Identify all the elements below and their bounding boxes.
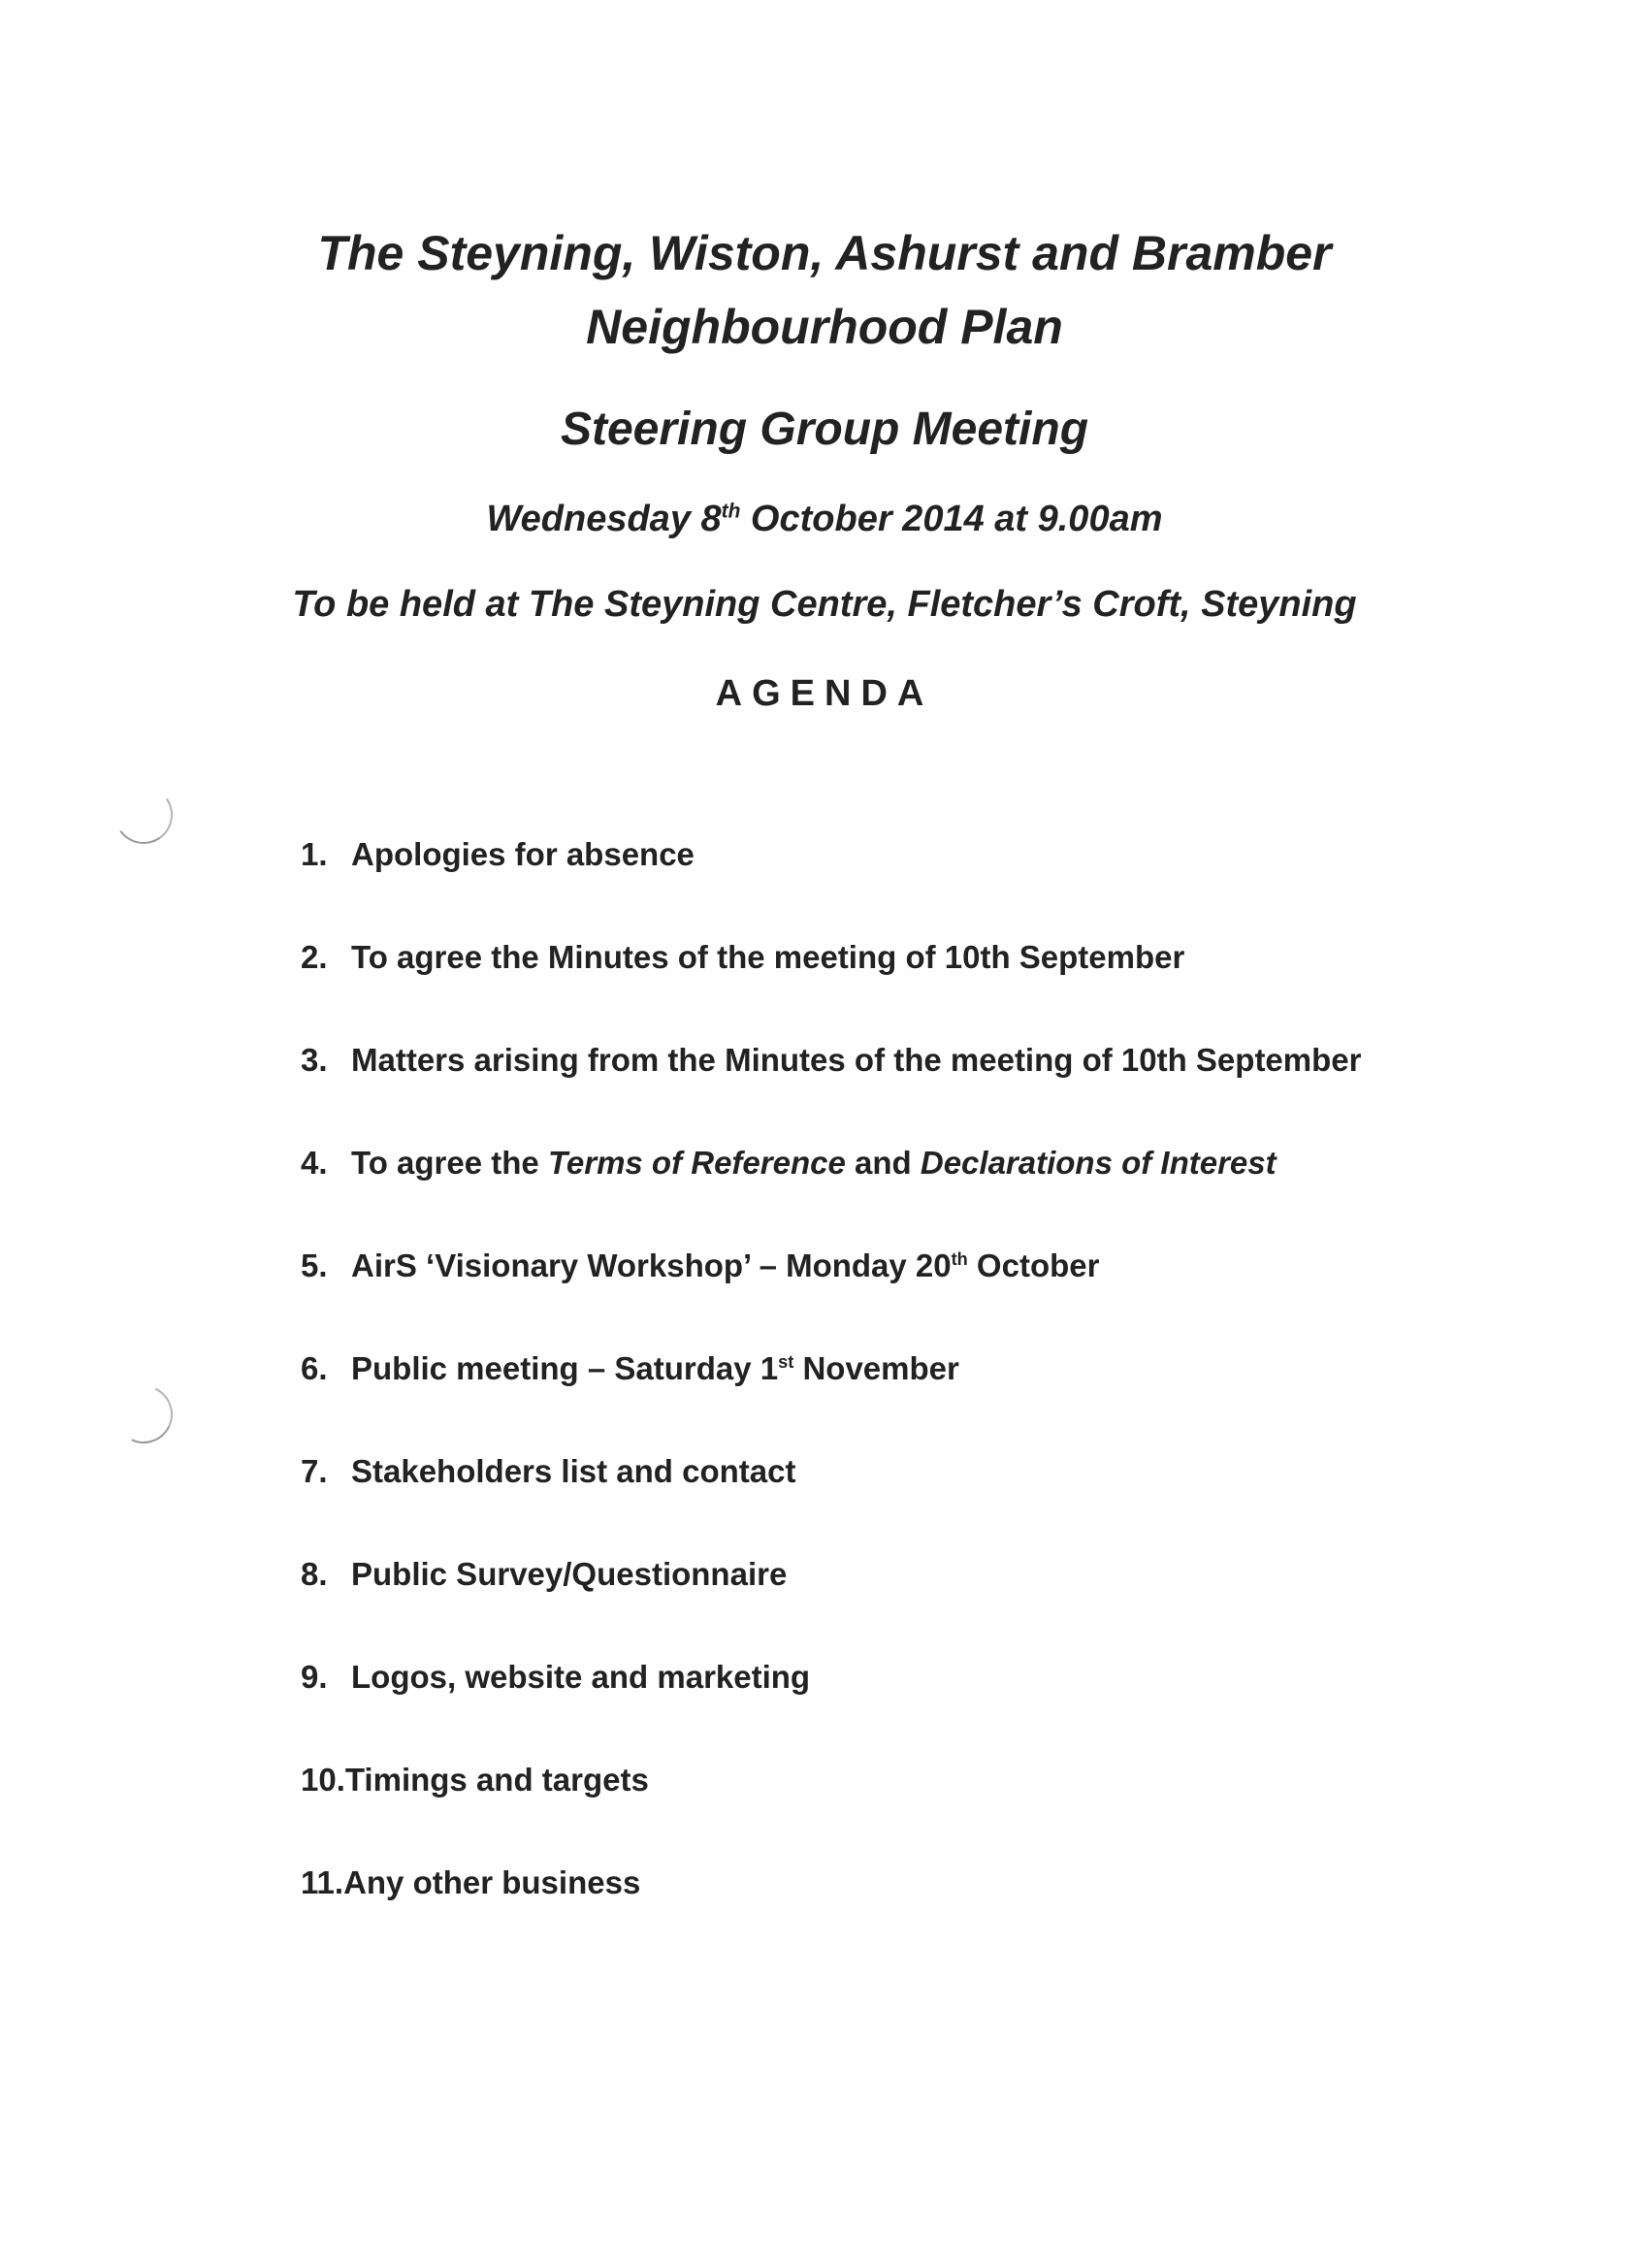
- agenda-item-text-after: November: [793, 1350, 959, 1386]
- agenda-item-text: Public meeting – Saturday 1: [351, 1350, 779, 1386]
- document-title-line-2: Neighbourhood Plan: [586, 300, 1063, 354]
- punch-hole-mark: [107, 1377, 181, 1452]
- agenda-heading: AGENDA: [715, 673, 934, 714]
- agenda-item-number: 5.: [301, 1247, 328, 1283]
- ordinal-suffix: st: [778, 1352, 794, 1372]
- agenda-item-text-middle: and: [845, 1145, 921, 1181]
- meeting-date-weekday: Wednesday 8: [486, 499, 722, 539]
- agenda-item-number: 1.: [301, 836, 328, 872]
- agenda-item-3: [301, 1042, 1465, 1145]
- agenda-item-8: [301, 1556, 1465, 1659]
- agenda-item-text: Matters arising from the Minutes of the meeting of 10th September: [351, 1042, 1362, 1078]
- agenda-item-text: Apologies for absence: [351, 836, 695, 872]
- agenda-list: [301, 836, 1465, 1967]
- agenda-item-text: Timings and targets: [344, 1762, 649, 1798]
- agenda-item-6: [301, 1350, 1465, 1453]
- agenda-item-text: Logos, website and marketing: [351, 1659, 811, 1695]
- agenda-item-number: 10.: [301, 1762, 345, 1798]
- agenda-item-number: 4.: [301, 1145, 328, 1181]
- terms-of-reference-text: Terms of Reference: [547, 1145, 846, 1181]
- agenda-item-text-prefix: To agree the: [351, 1145, 548, 1181]
- agenda-item-7: [301, 1453, 1465, 1556]
- agenda-item-text-after: October: [967, 1247, 1100, 1283]
- agenda-item-number: 9.: [301, 1659, 328, 1695]
- agenda-item-text: To agree the Minutes of the meeting of 10th September: [351, 939, 1185, 975]
- agenda-item-10: [301, 1762, 1465, 1864]
- agenda-item-2: [301, 939, 1465, 1042]
- agenda-item-number: 11.: [301, 1864, 344, 1900]
- agenda-item-number: 3.: [301, 1042, 328, 1078]
- agenda-item-5: [301, 1247, 1465, 1350]
- meeting-date-suffix: th: [721, 500, 741, 523]
- meeting-date: [0, 499, 1649, 540]
- agenda-item-11: [301, 1864, 1465, 1967]
- agenda-item-text: AirS ‘Visionary Workshop’ – Monday 20: [351, 1247, 952, 1283]
- agenda-item-9: [301, 1659, 1465, 1762]
- agenda-item-text: Public Survey/Questionnaire: [351, 1556, 788, 1592]
- ordinal-suffix: th: [951, 1249, 968, 1269]
- meeting-venue: To be held at The Steyning Centre, Fletcher’s Croft, Steyning: [292, 584, 1357, 625]
- agenda-item-text: Stakeholders list and contact: [351, 1453, 796, 1489]
- agenda-item-number: 6.: [301, 1350, 328, 1386]
- meeting-date-rest: October 2014 at 9.00am: [740, 499, 1163, 539]
- declarations-of-interest-text: Declarations of Interest: [920, 1145, 1277, 1181]
- agenda-item-text: Any other business: [343, 1864, 641, 1900]
- document-title-line-1: The Steyning, Wiston, Ashurst and Bramber: [317, 226, 1332, 280]
- agenda-item-number: 2.: [301, 939, 328, 975]
- agenda-item-number: 8.: [301, 1556, 328, 1592]
- agenda-item-number: 7.: [301, 1453, 328, 1489]
- meeting-title: Steering Group Meeting: [560, 404, 1089, 455]
- agenda-item-4: [301, 1145, 1465, 1247]
- agenda-item-1: [301, 836, 1465, 939]
- punch-hole-mark: [110, 781, 178, 849]
